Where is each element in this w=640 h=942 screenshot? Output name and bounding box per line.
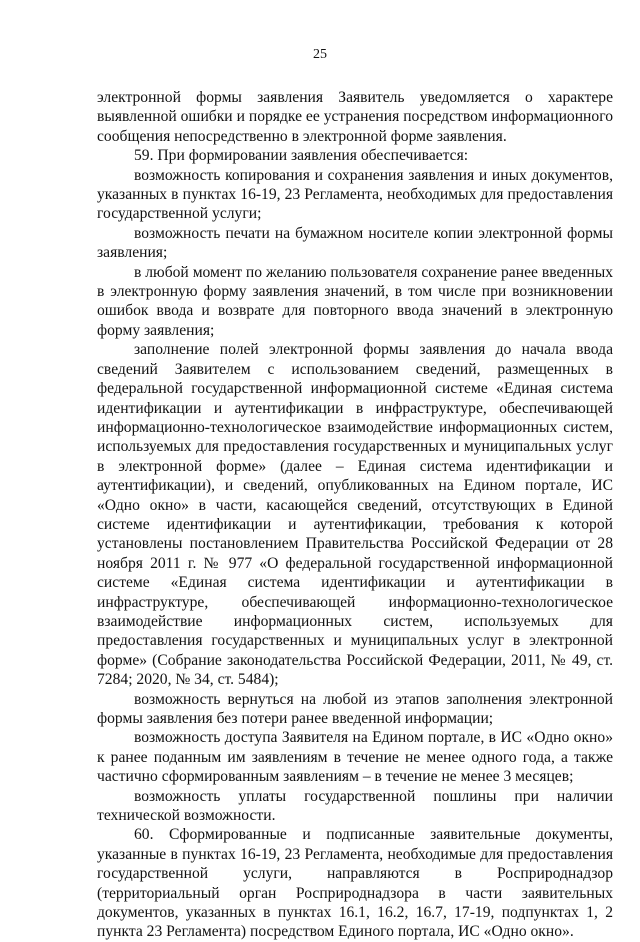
paragraph: возможность уплаты государственной пошлины при наличии технической возможности. bbox=[97, 787, 613, 825]
body-text bbox=[97, 88, 613, 942]
paragraph: возможность доступа Заявителя на Едином портале, в ИС «Одно окно» к ранее поданным им заявлениям в течение не менее одного года, а также частично сформированным заявлениям – в течение не менее 3 месяцев; bbox=[97, 729, 613, 786]
paragraph: 59. При формировании заявления обеспечивается: bbox=[134, 147, 469, 165]
paragraph: возможность копирования и сохранения заявления и иных документов, указанных в пунктах 16-19, 23 Регламента, необходимых для предоставления государственной услуги; bbox=[97, 166, 613, 223]
page-number: 25 bbox=[313, 47, 327, 62]
paragraph: заполнение полей электронной формы заявления до начала ввода сведений Заявителем с использованием сведений, размещенных в федеральной государственной информационной системе «Единая система идентификации и аутентификации в инфраструктуре, обеспечивающей информационно-технологическое взаимодействие информационных систем, используемых для предоставления государственных и муниципальных услуг в электронной форме» (далее – Единая система идентификации и аутентификации), и сведений, опубликованных на Едином портале, ИС «Одно окно» в части, касающейся сведений, отсутствующих в Единой системе идентификации и аутентификации, требования к которой установлены постановлением Правительства Российской Федерации от 28 ноября 2011 г. № 977 «О федеральной государственной информационной системе «Единая система идентификации и аутентификации в инфраструктуре, обеспечивающей информационно-технологическое взаимодействие информационных систем, используемых для предоставления государственных и муниципальных услуг в электронной форме» (Собрание законодательства Российской Федерации, 2011, № 49, ст. 7284; 2020, № 34, ст. 5484); bbox=[97, 341, 613, 689]
paragraph: электронной формы заявления Заявитель уведомляется о характере выявленной ошибки и порядке ее устранения посредством информационного сообщения непосредственно в электронной форме заявления. bbox=[97, 89, 613, 145]
paragraph: 60. Сформированные и подписанные заявительные документы, указанные в пунктах 16-19, 23 Регламента, необходимые для предоставления государственной услуги, направляются в Росприроднадзор (территориальный орган Росприроднадзора в части заявительных документов, указанных в пунктах 16.1, 16.2, 16.7, 17-19, подпунктах 1, 2 пункта 23 Регламента) посредством Единого портала, ИС «Одно окно». bbox=[97, 826, 613, 941]
paragraph: в любой момент по желанию пользователя сохранение ранее введенных в электронную форму заявления значений, в том числе при возникновении ошибок ввода и возврате для повторного ввода значений в электронную форму заявления; bbox=[97, 263, 613, 339]
paragraph: возможность печати на бумажном носителе копии электронной формы заявления; bbox=[97, 224, 613, 262]
paragraph: возможность вернуться на любой из этапов заполнения электронной формы заявления без потери ранее введенной информации; bbox=[97, 690, 613, 727]
